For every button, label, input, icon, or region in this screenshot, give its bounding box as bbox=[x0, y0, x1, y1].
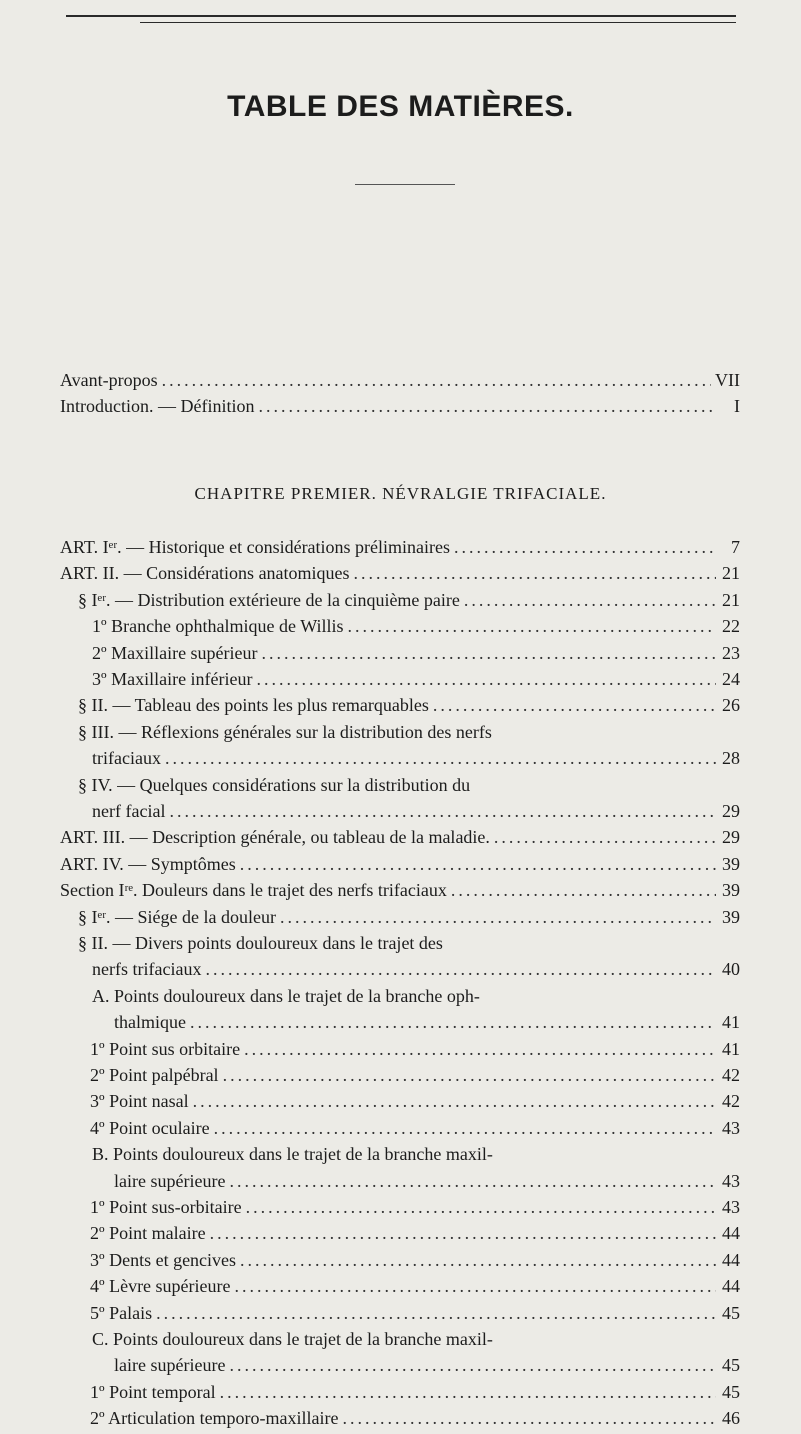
toc-entry-page: 23 bbox=[722, 642, 740, 663]
dot-leader bbox=[240, 1250, 716, 1271]
dot-leader bbox=[162, 370, 711, 391]
toc-entry-label: 4º Point oculaire bbox=[90, 1117, 210, 1138]
toc-entry-label: 2º Maxillaire supérieur bbox=[92, 642, 258, 663]
toc-entry bbox=[92, 801, 740, 827]
toc-entry-page: 24 bbox=[722, 669, 740, 689]
toc-entry-label: trifaciaux bbox=[92, 748, 161, 769]
toc-entry-label: ART. Iᵉʳ. — Historique et considérations préliminaires bbox=[60, 537, 451, 557]
toc-entry-page: 41 bbox=[722, 1012, 740, 1033]
toc-entry-page: 44 bbox=[722, 1276, 740, 1297]
toc-entry-page: 28 bbox=[722, 748, 740, 769]
dot-leader bbox=[193, 1091, 716, 1112]
dot-leader bbox=[220, 1382, 716, 1403]
toc-entry-label: 3º Dents et gencives bbox=[90, 1249, 237, 1270]
dot-leader bbox=[451, 880, 716, 901]
toc-entry bbox=[60, 563, 740, 589]
dot-leader bbox=[229, 1355, 716, 1376]
toc-entry-page: 43 bbox=[722, 1117, 740, 1138]
toc-entry-label: 2º Point malaire bbox=[90, 1223, 206, 1244]
toc-entry-label: § Iᵉʳ. — Siége de la douleur bbox=[78, 906, 276, 927]
toc-entry bbox=[92, 748, 740, 774]
toc-entry bbox=[60, 537, 740, 563]
toc-entry-page: 26 bbox=[722, 695, 740, 716]
toc-entry-page: 7 bbox=[731, 537, 740, 557]
title-rule bbox=[355, 184, 455, 185]
front-entry bbox=[60, 396, 740, 422]
toc-entry-page: 40 bbox=[722, 959, 740, 980]
toc-entry bbox=[92, 616, 740, 642]
dot-leader bbox=[354, 563, 716, 584]
toc-entry-page: 44 bbox=[722, 1223, 740, 1244]
toc-entry-label: nerf facial bbox=[92, 801, 166, 821]
toc-entry-label: 1º Point temporal bbox=[90, 1381, 216, 1402]
dot-leader bbox=[156, 1303, 716, 1324]
toc-entry-label: § IV. — Quelques considérations sur la distribution du bbox=[78, 774, 471, 795]
toc-entry-label: § II. — Tableau des points les plus remarquables bbox=[78, 695, 429, 716]
toc-entry-page: 21 bbox=[722, 589, 740, 610]
toc-entry-label: 5º Palais bbox=[90, 1302, 153, 1323]
dot-leader bbox=[433, 695, 716, 716]
dot-leader bbox=[169, 801, 716, 822]
dot-leader bbox=[343, 1408, 716, 1429]
dot-leader bbox=[223, 1065, 716, 1086]
toc-entry-page: 45 bbox=[722, 1302, 740, 1323]
toc-entry-page: 29 bbox=[722, 827, 740, 848]
toc-entry-label: 4º Lèvre supérieure bbox=[90, 1276, 231, 1297]
front-entry-label: Avant-propos bbox=[60, 370, 158, 390]
dot-leader bbox=[464, 590, 716, 611]
toc-entry-label: 2º Point palpébral bbox=[90, 1065, 219, 1085]
page-title: TABLE DES MATIÈRES. bbox=[227, 90, 574, 123]
chapter-heading: CHAPITRE PREMIER. NÉVRALGIE TRIFACIALE. bbox=[194, 484, 607, 503]
dot-leader bbox=[257, 669, 716, 690]
toc-entry-label: ART. III. — Description générale, ou tableau de la maladie. bbox=[60, 827, 490, 848]
front-entry-page: I bbox=[734, 396, 740, 416]
top-rule bbox=[66, 15, 736, 17]
toc-entry bbox=[90, 1118, 740, 1144]
toc-entry bbox=[78, 907, 740, 933]
toc-entry-page: 39 bbox=[722, 906, 740, 927]
toc-entry-label: § II. — Divers points douloureux dans le trajet des bbox=[78, 933, 443, 953]
front-entry-page: VII bbox=[715, 370, 740, 390]
toc-entry bbox=[60, 854, 740, 880]
toc-entry-label: A. Points douloureux dans le trajet de la branche oph- bbox=[92, 985, 480, 1006]
toc-entry bbox=[114, 1171, 740, 1197]
toc-entry-label: 1º Point sus orbitaire bbox=[90, 1038, 241, 1059]
top-rule-thin bbox=[140, 22, 736, 23]
front-entry bbox=[60, 370, 740, 396]
toc-entry-label: 2º Articulation temporo-maxillaire bbox=[90, 1408, 339, 1429]
toc-entry-label: 3º Maxillaire inférieur bbox=[92, 669, 253, 689]
front-entry-label: Introduction. — Définition bbox=[60, 396, 255, 416]
dot-leader bbox=[347, 616, 716, 637]
toc-entry bbox=[90, 1065, 740, 1091]
toc-entry bbox=[92, 643, 740, 669]
dot-leader bbox=[240, 854, 716, 875]
dot-leader bbox=[258, 396, 716, 417]
toc-entry-page: 42 bbox=[722, 1065, 740, 1085]
toc-entry bbox=[90, 1276, 740, 1302]
toc-entry bbox=[90, 1223, 740, 1249]
toc-entry-label: 1º Point sus-orbitaire bbox=[90, 1197, 242, 1217]
toc-entry-page: 39 bbox=[722, 853, 740, 874]
toc-entry-label: ART. II. — Considérations anatomiques bbox=[60, 563, 350, 584]
dot-leader bbox=[205, 959, 716, 980]
dot-leader bbox=[280, 907, 716, 928]
toc-entry bbox=[78, 590, 740, 616]
toc-entry bbox=[78, 695, 740, 721]
toc-entry bbox=[60, 880, 740, 906]
toc-entry-page: 29 bbox=[722, 801, 740, 821]
toc-entry-page: 21 bbox=[722, 563, 740, 584]
toc-entry-label: Section Iʳᵉ. Douleurs dans le trajet des nerfs trifaciaux bbox=[60, 880, 447, 901]
dot-leader bbox=[246, 1197, 716, 1218]
toc-entry-page: 42 bbox=[722, 1091, 740, 1112]
toc-entry-page: 45 bbox=[722, 1381, 740, 1402]
toc-entry bbox=[60, 827, 740, 853]
toc-entry-page: 22 bbox=[722, 616, 740, 637]
toc-entry-page: 43 bbox=[722, 1170, 740, 1191]
toc-entry bbox=[92, 669, 740, 695]
toc-entry bbox=[90, 1408, 740, 1434]
toc-entry-label: C. Points douloureux dans le trajet de la branche maxil- bbox=[92, 1329, 493, 1349]
toc-entry-label: laire supérieure bbox=[114, 1355, 226, 1376]
dot-leader bbox=[190, 1012, 716, 1033]
toc-entry-label: nerfs trifaciaux bbox=[92, 959, 202, 980]
toc-entry-label: laire supérieure bbox=[114, 1170, 226, 1191]
dot-leader bbox=[244, 1039, 716, 1060]
toc-entry-label: B. Points douloureux dans le trajet de la branche maxil- bbox=[92, 1144, 493, 1165]
toc-entry bbox=[90, 1197, 740, 1223]
toc-entry bbox=[114, 1355, 740, 1381]
dot-leader bbox=[262, 643, 716, 664]
toc-entry-label: § III. — Réflexions générales sur la distribution des nerfs bbox=[78, 721, 492, 742]
toc-entry-label: § Iᵉʳ. — Distribution extérieure de la cinquième paire bbox=[78, 589, 460, 610]
toc-entry bbox=[114, 1012, 740, 1038]
toc-entry bbox=[90, 1303, 740, 1329]
dot-leader bbox=[165, 748, 716, 769]
toc-entry-page: 44 bbox=[722, 1249, 740, 1270]
toc-entry bbox=[90, 1250, 740, 1276]
toc-entry bbox=[90, 1039, 740, 1065]
toc-entry-label: ART. IV. — Symptômes bbox=[60, 853, 236, 874]
toc-entry-label: 3º Point nasal bbox=[90, 1091, 189, 1112]
toc-entry-label: thalmique bbox=[114, 1012, 186, 1033]
toc-entry bbox=[90, 1091, 740, 1117]
toc-entry-page: 39 bbox=[722, 880, 740, 901]
toc-entry bbox=[92, 959, 740, 985]
dot-leader bbox=[235, 1276, 716, 1297]
toc-entry bbox=[90, 1382, 740, 1408]
dot-leader bbox=[494, 827, 716, 848]
toc-entry-label: 1º Branche ophthalmique de Willis bbox=[92, 616, 344, 637]
dot-leader bbox=[229, 1171, 716, 1192]
dot-leader bbox=[214, 1118, 716, 1139]
toc-entry-page: 43 bbox=[722, 1197, 740, 1217]
dot-leader bbox=[454, 537, 716, 558]
toc-entry-page: 45 bbox=[722, 1355, 740, 1376]
toc-entry-page: 46 bbox=[722, 1408, 740, 1429]
toc-entry-page: 41 bbox=[722, 1038, 740, 1059]
dot-leader bbox=[210, 1223, 716, 1244]
